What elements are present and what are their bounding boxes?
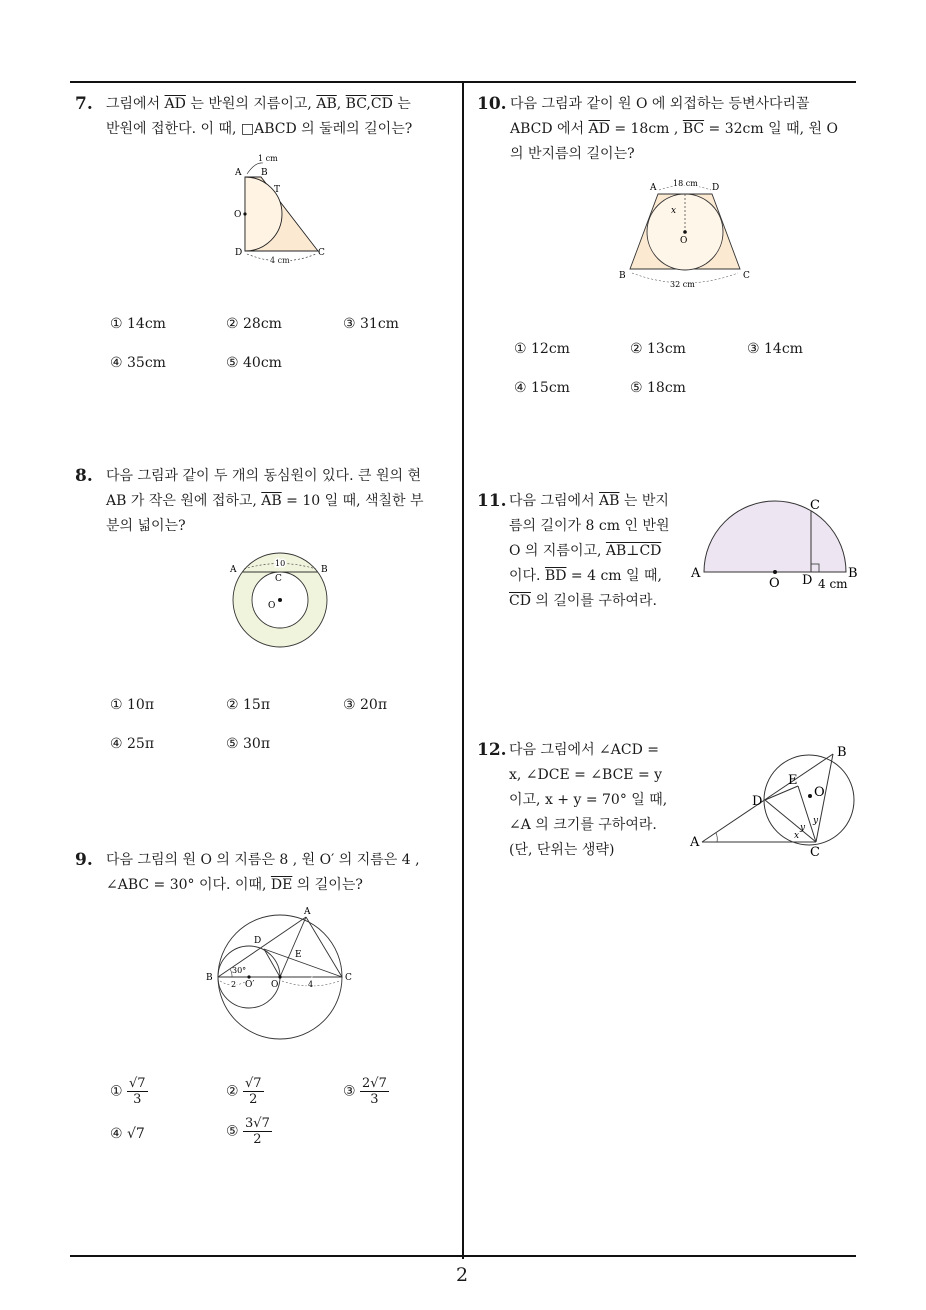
q8-option-1[interactable]: ① 10π — [110, 697, 155, 713]
q7-label-O: O — [234, 210, 242, 220]
q9-label-30: 30° — [232, 966, 247, 975]
q10-option-3[interactable]: ③ 14cm — [747, 341, 803, 357]
q11-label-4cm: 4 cm — [818, 577, 848, 591]
q12-label-D: D — [752, 794, 763, 809]
q7-label-B: B — [261, 168, 268, 178]
q12-label-x: x — [794, 831, 800, 841]
column-divider — [462, 81, 464, 1259]
q10-option-4[interactable]: ④ 15cm — [514, 380, 570, 396]
q9-option-2[interactable]: ② $\frac{√7}{2}$ — [226, 1076, 262, 1107]
q7-figure — [225, 150, 335, 270]
q9-label-2: 2 — [231, 980, 237, 989]
q8-option-4[interactable]: ④ 25π — [110, 736, 155, 752]
q9-label-O: O — [271, 980, 279, 990]
q8-figure — [225, 550, 335, 660]
q8-label-C: C — [275, 574, 282, 584]
q11-number: 11. — [477, 491, 507, 511]
q10-text: 다음 그림과 같이 원 O 에 외접하는 등변사다리꼴 ABCD 에서 $\overline{AD} = 18cm$ , $\overline{BC} = 32cm$ 일 때, 원 O 의 반지름의 길이는? — [510, 96, 838, 162]
q10-option-1[interactable]: ① 12cm — [514, 341, 570, 357]
q10-label-B: B — [619, 271, 626, 281]
q10-option-2[interactable]: ② 13cm — [630, 341, 686, 357]
q10-label-D: D — [712, 183, 720, 193]
q7-label-4cm: 4 cm — [270, 256, 290, 265]
q10-label-x: x — [671, 206, 677, 216]
q7-label-C: C — [318, 248, 325, 258]
q11-label-C: C — [810, 498, 820, 513]
q12-label-B: B — [837, 745, 847, 760]
q12-label-C: C — [810, 845, 820, 860]
bottom-rule — [70, 1255, 856, 1257]
q10-label-18cm: 18 cm — [673, 179, 698, 188]
q12-label-E: E — [788, 773, 798, 788]
q10-label-A: A — [650, 183, 657, 193]
q7-option-5[interactable]: ⑤ 40cm — [226, 355, 282, 371]
q7-text: 그림에서 $\overline{AD}$ 는 반원의 지름이고, $\overline{AB}$, $\overline{BC},\overline{CD}$ 는 반원에 접한다. 이 때, □ABCD 의 둘레의 길이는? — [106, 96, 413, 137]
q10-number: 10. — [477, 94, 507, 114]
q7-label-A: A — [235, 168, 242, 178]
q8-label-10: 10 — [275, 559, 286, 568]
q9-label-A: A — [304, 907, 311, 917]
q9-figure — [203, 905, 358, 1040]
q11-label-D: D — [802, 573, 813, 588]
q8-label-A: A — [230, 565, 237, 575]
q9-option-1[interactable]: ① $\frac{√7}{3}$ — [110, 1076, 146, 1107]
q12-label-O: O — [814, 785, 825, 800]
q11-text: 다음 그림에서 $\overline{AB}$ 는 반지 름의 길이가 8 cm 인 반원 O 의 지름이고, AB⊥CD 이다. $\overline{BD} = 4$ cm 일 때, $\overline{CD}$ 의 길이를 구하여라. — [509, 493, 670, 609]
q7-label-T: T — [274, 185, 281, 195]
q9-number: 9. — [75, 850, 93, 870]
q12-number: 12. — [477, 740, 507, 760]
q9-label-B: B — [206, 973, 213, 983]
q10-figure — [613, 175, 758, 295]
q9-label-D: D — [254, 936, 262, 946]
q9-option-3[interactable]: ③ $\frac{2√7}{3}$ — [343, 1076, 387, 1107]
q12-figure — [688, 742, 863, 862]
q12-label-A: A — [690, 835, 700, 850]
q7-option-2[interactable]: ② 28cm — [226, 316, 282, 332]
q8-label-O: O — [268, 601, 276, 611]
page-number: 2 — [456, 1264, 469, 1286]
q9-text: 다음 그림의 원 O 의 지름은 8 , 원 O′ 의 지름은 4 , ∠ABC = 30° 이다. 이때, $\overline{DE}$ 의 길이는? — [106, 852, 420, 893]
q12-label-y2: y — [813, 816, 819, 826]
q11-label-O: O — [769, 576, 780, 591]
q7-option-1[interactable]: ① 14cm — [110, 316, 166, 332]
q12-text: 다음 그림에서 ∠ACD = x, ∠DCE = ∠BCE = y 이고, x + y = 70° 일 때, ∠A 의 크기를 구하여라. (단, 단위는 생략) — [509, 742, 668, 858]
q9-label-C: C — [345, 973, 352, 983]
q8-label-B: B — [321, 565, 328, 575]
q7-label-1cm: 1 cm — [258, 154, 278, 163]
q10-label-O: O — [680, 236, 688, 246]
q10-option-5[interactable]: ⑤ 18cm — [630, 380, 686, 396]
q7-option-4[interactable]: ④ 35cm — [110, 355, 166, 371]
q11-label-A: A — [691, 566, 701, 581]
q8-option-3[interactable]: ③ 20π — [343, 697, 388, 713]
q9-label-4: 4 — [308, 980, 314, 989]
q9-label-E: E — [295, 950, 302, 960]
q8-option-5[interactable]: ⑤ 30π — [226, 736, 271, 752]
q7-number: 7. — [75, 94, 93, 114]
q10-label-32cm: 32 cm — [670, 280, 695, 289]
q8-number: 8. — [75, 466, 93, 486]
q8-text: 다음 그림과 같이 두 개의 동심원이 있다. 큰 원의 현 AB 가 작은 원에 접하고, $\overline{AB} = 10$ 일 때, 색칠한 부 분의 넓이는? — [106, 468, 424, 534]
q9-option-4[interactable]: ④ √7 — [110, 1126, 145, 1142]
q9-option-5[interactable]: ⑤ $\frac{3√7}{2}$ — [226, 1116, 270, 1147]
q8-option-2[interactable]: ② 15π — [226, 697, 271, 713]
q11-figure — [688, 494, 863, 599]
q7-label-D: D — [235, 248, 243, 258]
q12-label-y1: y — [800, 823, 806, 833]
q11-label-B: B — [848, 566, 858, 581]
q10-label-C: C — [743, 271, 750, 281]
q9-label-O2: O′ — [245, 980, 255, 990]
q7-option-3[interactable]: ③ 31cm — [343, 316, 399, 332]
